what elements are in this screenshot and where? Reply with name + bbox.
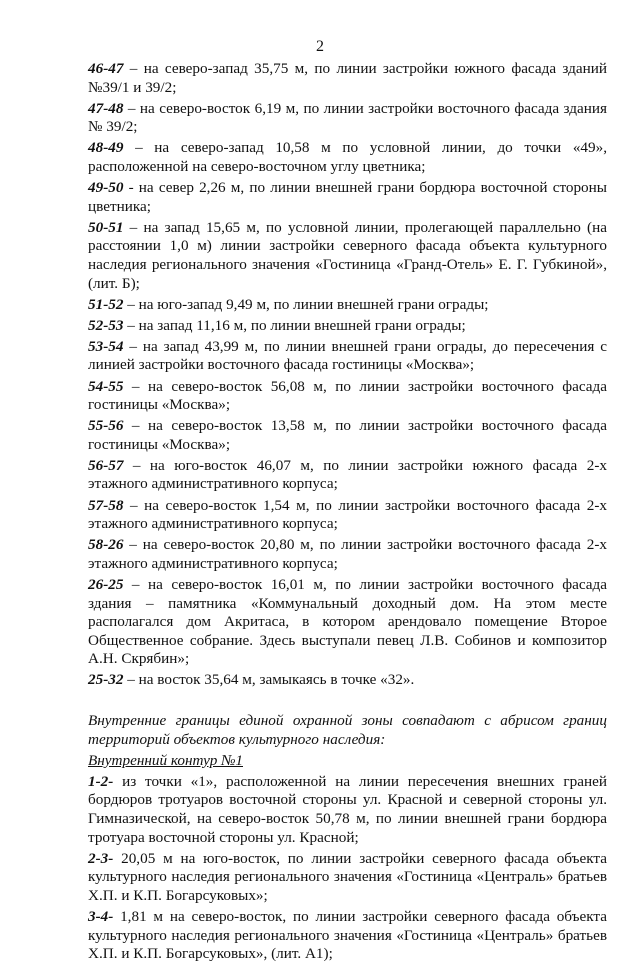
boundary-segment — [88, 338, 607, 375]
boundary-segment — [88, 908, 607, 964]
segment-id: 50-51 — [88, 218, 124, 236]
segment-id: 1-2- — [88, 772, 114, 790]
segment-id: 3-4- — [88, 907, 114, 925]
boundary-segment — [88, 671, 607, 690]
boundary-segment — [88, 317, 607, 336]
segment-description: 1,81 м на северо-восток, по линии застройки северного фасада объекта культурного наследия регионального значения «Гостиница «Централь» братьев Х.П. и К.П. Богарсуковых», (лит. А1); — [88, 907, 607, 963]
boundary-segment — [88, 378, 607, 415]
boundary-segment — [88, 100, 607, 137]
segment-description: – на северо-восток 16,01 м, по линии застройки восточного фасада здания – памятника «Коммунальный доходный дом. На этом месте располагался дом Акритаса, в котором арендовало помещение Второе Общественное собрание. Здесь выступали певец Л.В. Собинов и композитор А.Н. Скрябин»; — [88, 575, 607, 668]
segment-description: – на северо-запад 35,75 м, по линии застройки южного фасада зданий №39/1 и 39/2; — [88, 60, 607, 96]
segment-id: 49-50 — [88, 179, 124, 197]
boundary-segment — [88, 417, 607, 454]
segment-description: – на северо-восток 56,08 м, по линии застройки восточного фасада гостиницы «Москва»; — [88, 377, 607, 414]
segment-id: 54-55 — [88, 377, 124, 395]
segment-description: из точки «1», расположенной на линии пересечения внешних граней бордюров тротуаров восточной стороны ул. Красной и северной стороны ул. Гимназической, на северо-восток 50,78 м, по линии внешней грани бордюра тротуара восточной стороны ул. Красной; — [88, 772, 607, 846]
segment-description: – на юго-запад 9,49 м, по линии внешней грани ограды; — [123, 295, 489, 313]
segment-description: – на запад 43,99 м, по линии внешней грани ограды, до пересечения с линией застройки восточного фасада гостиницы «Москва»; — [88, 337, 607, 374]
boundary-segment — [88, 296, 607, 315]
boundary-segment — [88, 773, 607, 847]
document-body — [88, 60, 607, 966]
boundary-segment — [88, 139, 607, 176]
segment-description: – на северо-восток 6,19 м, по линии застройки восточного фасада здания № 39/2; — [88, 99, 607, 136]
inner-contour-list — [88, 773, 607, 964]
segment-id: 58-26 — [88, 536, 124, 554]
segment-id: 2-3- — [88, 849, 114, 867]
segment-description: – на северо-восток 20,80 м, по линии застройки восточного фасада 2-х этажного административного корпуса; — [88, 536, 607, 572]
segment-id: 25-32 — [88, 671, 124, 689]
segment-description: – на северо-запад 10,58 м по условной линии, до точки «49», расположенной на северо-восточном углу цветника; — [88, 139, 607, 175]
inner-contour-heading: Внутренний контур №1 — [88, 751, 243, 769]
segment-description: – на запад 15,65 м, по условной линии, пролегающей параллельно (на расстоянии 1,0 м) линии застройки северного фасада объекта культурного наследия регионального значения «Гостиница «Гранд-Отель» Е. Г. Губкиной», (лит. Б); — [88, 218, 607, 292]
segment-id: 57-58 — [88, 496, 124, 514]
segment-id: 46-47 — [88, 60, 124, 77]
segment-description: – на северо-восток 13,58 м, по линии застройки восточного фасада гостиницы «Москва»; — [88, 417, 607, 453]
boundary-segment — [88, 536, 607, 573]
boundary-segment — [88, 497, 607, 534]
segment-description: – на юго-восток 46,07 м, по линии застройки южного фасада 2-х этажного административного корпуса; — [88, 456, 607, 493]
segment-description: - на север 2,26 м, по линии внешней грани бордюра восточной стороны цветника; — [88, 179, 607, 215]
boundary-segment — [88, 219, 607, 293]
segment-id: 56-57 — [88, 456, 124, 474]
boundary-segment — [88, 179, 607, 216]
segment-id: 55-56 — [88, 417, 124, 435]
segment-id: 52-53 — [88, 316, 124, 334]
segment-description: – на северо-восток 1,54 м, по линии застройки восточного фасада 2-х этажного административного корпуса; — [88, 496, 607, 533]
boundary-segment — [88, 576, 607, 669]
segment-id: 47-48 — [88, 99, 124, 117]
inner-boundaries-intro: Внутренние границы единой охранной зоны совпадают с абрисом границ территорий объектов культурного наследия: — [88, 712, 607, 748]
segment-id: 48-49 — [88, 139, 124, 157]
page-number: 2 — [316, 38, 324, 55]
outer-boundary-list — [88, 60, 607, 690]
boundary-segment — [88, 457, 607, 494]
segment-id: 26-25 — [88, 575, 124, 593]
segment-description: 20,05 м на юго-восток, по линии застройки северного фасада объекта культурного наследия регионального значения «Гостиница «Централь» братьев Х.П. и К.П. Богарсуковых»; — [88, 849, 607, 904]
segment-id: 53-54 — [88, 337, 124, 355]
segment-description: – на восток 35,64 м, замыкаясь в точке «32». — [123, 671, 415, 689]
boundary-segment — [88, 60, 607, 97]
segment-id: 51-52 — [88, 295, 124, 313]
segment-description: – на запад 11,16 м, по линии внешней грани ограды; — [123, 316, 466, 334]
boundary-segment — [88, 850, 607, 906]
